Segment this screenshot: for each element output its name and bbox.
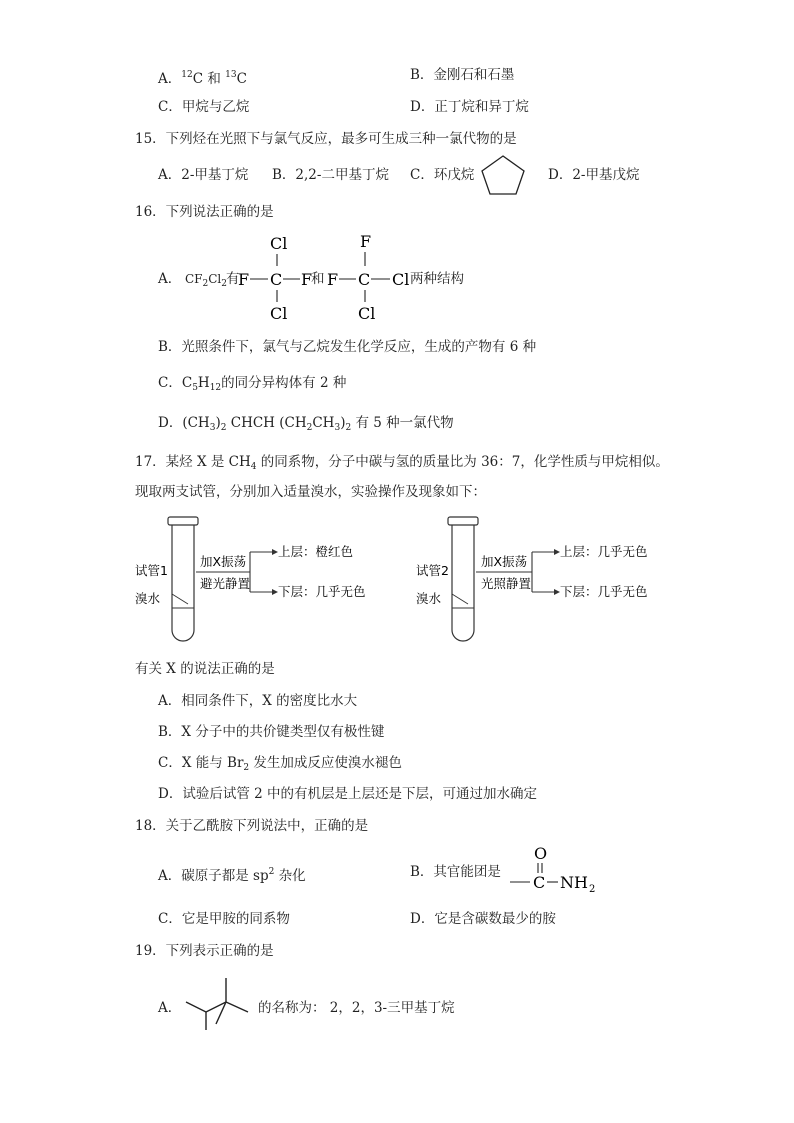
q17-option-c: C．X 能与 $Br_2$ 发生加成反应使溴水褪色 [158, 755, 402, 773]
q17-option-a: A．相同条件下，X 的密度比水大 [158, 693, 358, 709]
tube2-upper: 上层：几乎无色 [560, 544, 648, 559]
q18-option-c: C．它是甲胺的同系物 [158, 911, 290, 927]
atom-cl-bottom-2: Cl [358, 304, 376, 323]
tube2-op1: 加X振荡 [481, 554, 528, 569]
atom-f-left-1: F [238, 270, 250, 289]
q18-stem: 18．关于乙酰胺下列说法中，正确的是 [135, 818, 369, 834]
atom-c-1: C [270, 270, 283, 289]
q16-you: 有 [226, 271, 240, 287]
q15-option-d: D．2-甲基戊烷 [548, 167, 640, 183]
amide-group-structure [506, 842, 606, 892]
q16-option-b: B．光照条件下，氯气与乙烷发生化学反应，生成的产物有 6 种 [158, 339, 537, 355]
amide-o: O [534, 844, 548, 863]
tube1-op2: 避光静置 [200, 576, 251, 591]
amide-nh2-sub: 2 [589, 884, 596, 892]
q16-option-d: D．$(CH_3)_2$ CHCH $(CH_2CH_3)_2$ 有 5 种一氯代物 [158, 415, 454, 433]
tube2-lower: 下层：几乎无色 [560, 584, 648, 599]
q16-structural-formulas [236, 230, 436, 326]
q18-option-b: B．其官能团是 [410, 864, 501, 880]
cyclopentane-structure [478, 152, 528, 198]
tube2-label: 试管2 [416, 563, 449, 578]
q18-option-a: A．碳原子都是 $sp^2$ 杂化 [158, 867, 306, 884]
q14-option-a: A．$^{12}$C 和 $^{13}$C [158, 70, 247, 87]
tube1-liquid-label: 溴水 [135, 591, 161, 606]
q16-option-a-label: A． [158, 271, 182, 287]
tube2-op2: 光照静置 [481, 576, 532, 591]
atom-cl-right-2: Cl [392, 270, 410, 289]
atom-cl-top-1: Cl [270, 234, 288, 253]
q15-option-b: B．2,2-二甲基丁烷 [272, 167, 389, 183]
tube1-lower: 下层：几乎无色 [278, 584, 366, 599]
experiment-diagram-tube2 [412, 512, 672, 647]
q15-option-a: A．2-甲基丁烷 [158, 167, 249, 183]
q16-option-a-formula: $CF_2Cl_2$ [185, 272, 228, 289]
q16-option-c: C．$C_5H_{12}$的同分异构体有 2 种 [158, 375, 347, 393]
q19-skeletal-structure [182, 972, 262, 1036]
q16-he: 和 [311, 271, 325, 287]
atom-f-right-1: F [301, 270, 313, 289]
tube1-label: 试管1 [135, 563, 168, 578]
q14-option-b: B．金刚石和石墨 [410, 67, 515, 83]
q16-tail: 两种结构 [410, 271, 464, 287]
tube1-op1: 加X振荡 [200, 554, 247, 569]
q17-option-b: B．X 分子中的共价键类型仅有极性键 [158, 724, 385, 740]
q14-option-d: D．正丁烷和异丁烷 [410, 99, 529, 115]
q17-option-d: D．试验后试管 2 中的有机层是上层还是下层，可通过加水确定 [158, 786, 537, 802]
q19-option-a-text: 的名称为： 2，2，3-三甲基丁烷 [258, 1000, 455, 1016]
atom-c-2: C [358, 270, 371, 289]
tube1-upper: 上层：橙红色 [278, 544, 354, 559]
atom-f-top-2: F [360, 232, 372, 251]
q15-option-c: C．环戊烷 [410, 167, 475, 183]
amide-c: C [533, 873, 546, 892]
amide-nh2: NH [560, 873, 588, 892]
atom-f-left-2: F [327, 270, 339, 289]
atom-cl-bottom-1: Cl [270, 304, 288, 323]
q18-option-d: D．它是含碳数最少的胺 [410, 911, 556, 927]
tube2-liquid-label: 溴水 [416, 591, 442, 606]
q15-stem: 15．下列烃在光照下与氯气反应，最多可生成三种一氯代物的是 [135, 131, 517, 147]
q16-stem: 16．下列说法正确的是 [135, 204, 274, 220]
q17-ask: 有关 X 的说法正确的是 [135, 661, 275, 677]
q19-option-a-label: A． [158, 1000, 182, 1016]
q14-option-c: C．甲烷与乙烷 [158, 99, 250, 115]
q17-stem-line1: 17．某烃 X 是 $CH_4$ 的同系物，分子中碳与氢的质量比为 36：7，化学性质与甲烷相似。 [135, 454, 669, 472]
q19-stem: 19．下列表示正确的是 [135, 943, 274, 959]
experiment-diagram-tube1 [130, 512, 390, 647]
q17-stem-line2: 现取两支试管，分别加入适量溴水，实验操作及现象如下： [135, 484, 486, 500]
